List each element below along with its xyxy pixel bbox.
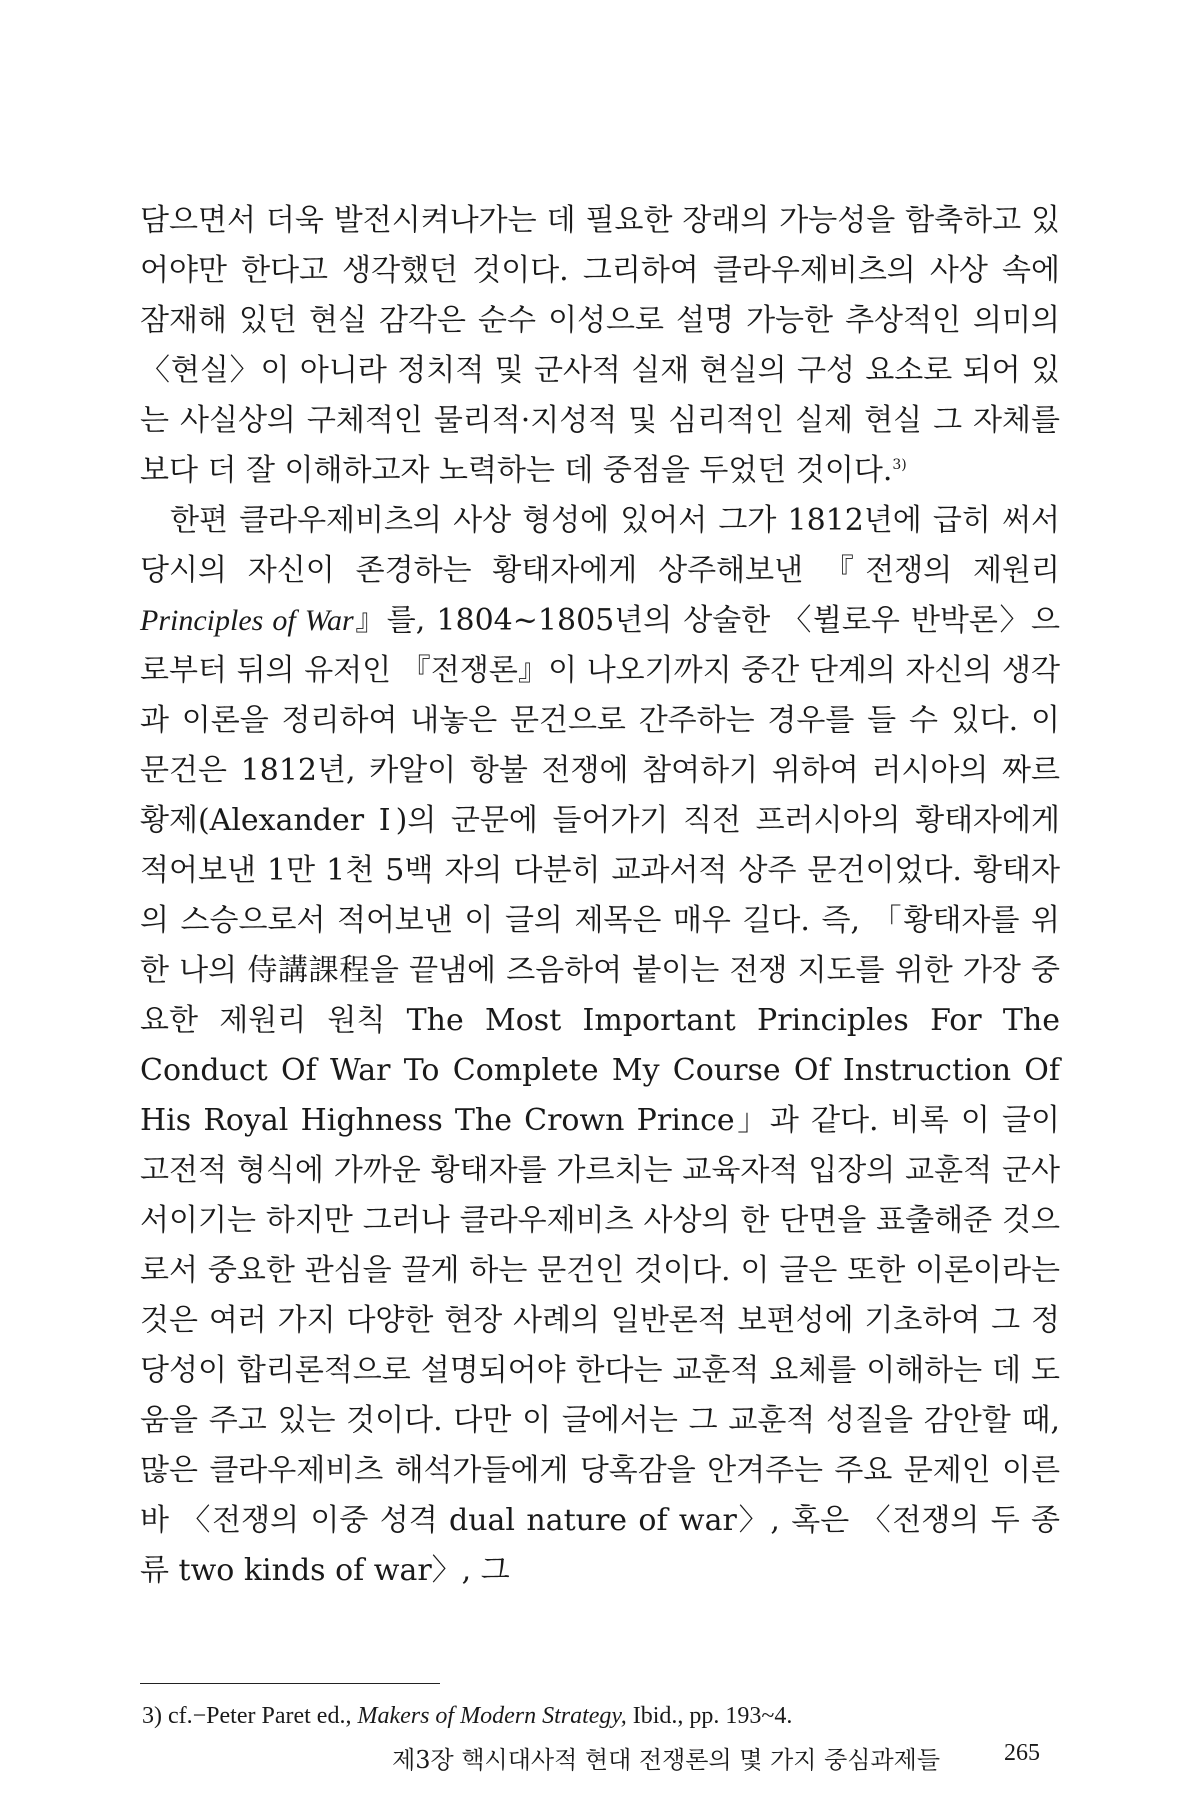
text-run: 3) cf.−Peter Paret ed.,: [142, 1703, 358, 1729]
text-run: 담으면서 더욱 발전시켜나가는 데 필요한 장래의 가능성을 함축하고 있어야만 한다고 생각했던 것이다. 그리하여 클라우제비츠의 사상 속에 잠재해 있던 현실 감각은 순수 이성으로 설명 가능한 추상적인 의미의 〈현실〉이 아니라 정치적 및 군사적 실재 현실의 구성 요소로 되어 있는 사실상의 구체적인 물리적·지성적 및 심리적인 실제 현실 그 자체를 보다 더 잘 이해하고자 노력하는 데 중점을 두었던 것이다.: [140, 203, 1060, 488]
running-title: 제3장 핵시대사적 현대 전쟁론의 몇 가지 중심과제들: [392, 1746, 940, 1774]
paragraph: [140, 496, 1060, 1596]
footnote-divider: [140, 1683, 440, 1684]
body-text: [140, 196, 1060, 1596]
footnote: [142, 1700, 1042, 1732]
text-run: 』를, 1804~1805년의 상술한 〈뷜로우 반박론〉으로부터 뒤의 유저인 『전쟁론』이 나오기까지 중간 단계의 자신의 생각과 이론을 정리하여 내놓은 문건으로 간주하는 경우를 들 수 있다. 이 문건은 1812년, 카알이 항불 전쟁에 참여하기 위하여 러시아의 짜르 황제(Alexander Ⅰ)의 군문에 들어가기 직전 프러시아의 황태자에게 적어보낸 1만 1천 5백 자의 다분히 교과서적 상주 문건이었다. 황태자의 스승으로서 적어보낸 이 글의 제목은 매우 길다. 즉, 「황태자를 위한 나의 侍講課程을 끝냄에 즈음하여 붙이는 전쟁 지도를 위한 가장 중요한 제원리 원칙 The Most Important Principles For The Conduct Of War To Complete My Course Of Instruction Of His Royal Highness The Crown Prince」과 같다. 비록 이 글이 고전적 형식에 가까운 황태자를 가르치는 교육자적 입장의 교훈적 군사서이기는 하지만 그러나 클라우제비츠 사상의 한 단면을 표출해준 것으로서 중요한 관심을 끌게 하는 문건인 것이다. 이 글은 또한 이론이라는 것은 여러 가지 다양한 현장 사례의 일반론적 보편성에 기초하여 그 정당성이 합리론적으로 설명되어야 한다는 교훈적 요체를 이해하는 데 도움을 주고 있는 것이다. 다만 이 글에서는 그 교훈적 성질을 감안할 때, 많은 클라우제비츠 해석가들에게 당혹감을 안겨주는 주요 문제인 이른바 〈전쟁의 이중 성격 dual nature of war〉, 혹은 〈전쟁의 두 종류 two kinds of war〉, 그: [140, 603, 1060, 1588]
text-run: Ibid., pp. 193~4.: [626, 1703, 793, 1729]
italic-title: Principles of War: [140, 604, 354, 637]
text-run: 한편 클라우제비츠의 사상 형성에 있어서 그가 1812년에 급히 써서 당시의 자신이 존경하는 황태자에게 상주해보낸 『전쟁의 제원리: [140, 503, 1060, 588]
italic-title: Makers of Modern Strategy,: [357, 1703, 627, 1729]
page-number: 265: [1004, 1740, 1040, 1766]
footnote-marker: 3): [892, 457, 907, 473]
paragraph: [140, 196, 1060, 496]
page-footer: [140, 1740, 1040, 1780]
